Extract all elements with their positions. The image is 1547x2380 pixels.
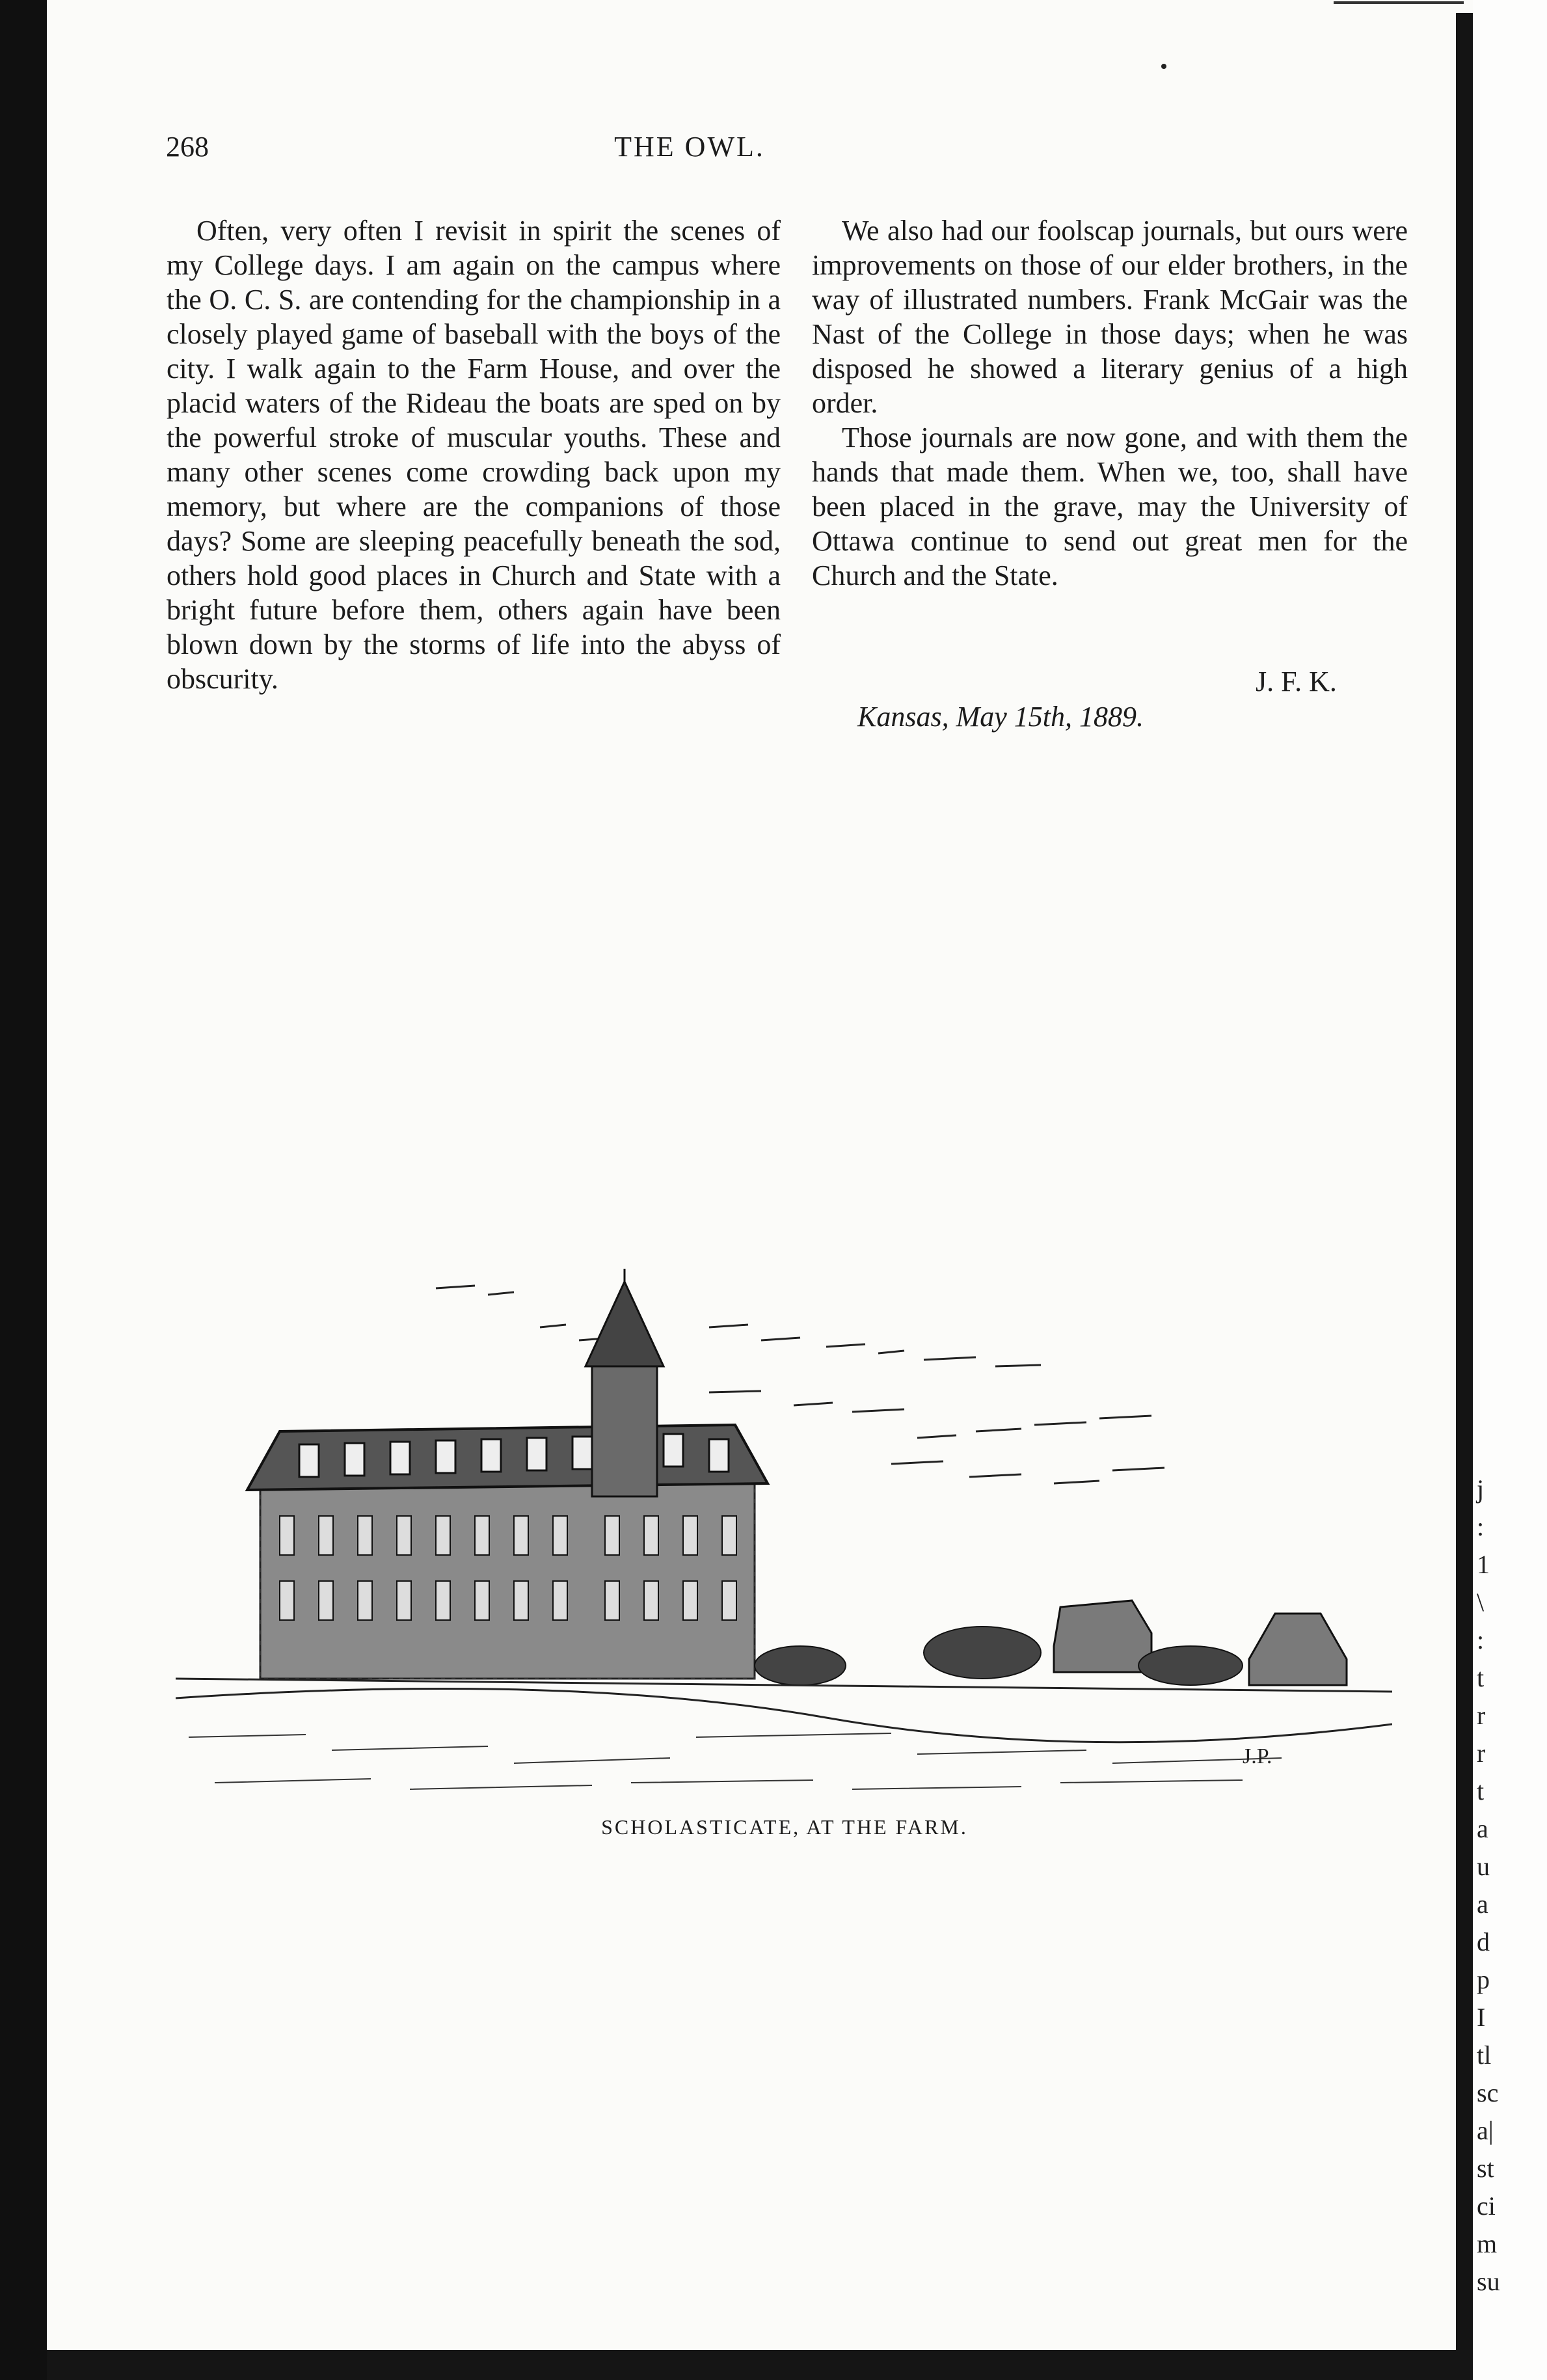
margin-letter: st	[1477, 2154, 1494, 2183]
margin-letter: a|	[1477, 2116, 1494, 2145]
margin-letter: :	[1477, 1625, 1485, 1655]
margin-letter: r	[1477, 1738, 1486, 1768]
illustration-caption: SCHOLASTICATE, AT THE FARM.	[601, 1815, 968, 1839]
running-title: THE OWL.	[614, 131, 765, 163]
margin-letter: p	[1477, 1965, 1490, 1994]
right-paragraph-1: We also had our foolscap journals, but ours were improvements on those of our elder brothers, in the way of illustrated numbers. Frank McGair was the Nast of the College in those days; when he was disposed he showed a literary genius of a high order.	[812, 215, 1408, 419]
ink-speck	[1161, 64, 1166, 69]
engraving-drawing	[176, 1269, 1392, 1822]
margin-letter: I	[1477, 2003, 1486, 2032]
margin-letter: 1	[1477, 1550, 1490, 1579]
right-column	[812, 213, 1408, 593]
margin-letter: :	[1477, 1512, 1485, 1541]
margin-letter: t	[1477, 1663, 1485, 1692]
margin-letter: m	[1477, 2229, 1498, 2258]
margin-letter: r	[1477, 1701, 1486, 1730]
scholasticate-engraving	[176, 1269, 1392, 1822]
author-signature: J. F. K.	[1256, 666, 1337, 697]
margin-letter: \	[1477, 1588, 1485, 1617]
left-column	[167, 213, 781, 696]
margin-letter: d	[1477, 1927, 1490, 1956]
scan-top-line	[1334, 1, 1464, 4]
dateline: Kansas, May 15th, 1889.	[857, 701, 1144, 733]
margin-letter: tl	[1477, 2040, 1492, 2070]
scan-left-edge	[0, 0, 47, 2380]
page-header	[166, 130, 1213, 169]
scan-bottom-edge	[47, 2350, 1473, 2380]
margin-letter: u	[1477, 1852, 1490, 1881]
margin-letter: ci	[1477, 2191, 1496, 2221]
margin-letter: a	[1477, 1889, 1488, 1919]
margin-letter: sc	[1477, 2078, 1499, 2107]
page-number: 268	[166, 131, 209, 163]
margin-letter: a	[1477, 1814, 1488, 1843]
left-paragraph: Often, very often I revisit in spirit the scenes of my College days. I am again on the campus where the O. C. S. are contending for the championship in a closely played game of baseball with the boys of the city. I walk again to the Farm House, and over the placid waters of the Rideau the boats are sped on by the powerful stroke of muscular youths. These and many other scenes come crowding back upon my memory, but where are the companions of those days? Some are sleeping peacefully beneath the sod, others hold good places in Church and State with a bright future before them, others again have been blown down by the storms of life into the abyss of obscurity.	[167, 215, 781, 695]
scan-right-binding	[1456, 13, 1473, 2375]
right-paragraph-2: Those journals are now gone, and with them the hands that made them. When we, too, shall have been placed in the grave, may the University of Ottawa continue to send out great men for the Church and the State.	[812, 422, 1408, 591]
margin-letter: su	[1477, 2267, 1500, 2296]
engraving-artist-mark: J.P.	[1243, 1744, 1272, 1768]
margin-letter: t	[1477, 1776, 1485, 1805]
adjacent-page-fragment	[1477, 1470, 1529, 2301]
margin-letter: j	[1477, 1474, 1485, 1504]
